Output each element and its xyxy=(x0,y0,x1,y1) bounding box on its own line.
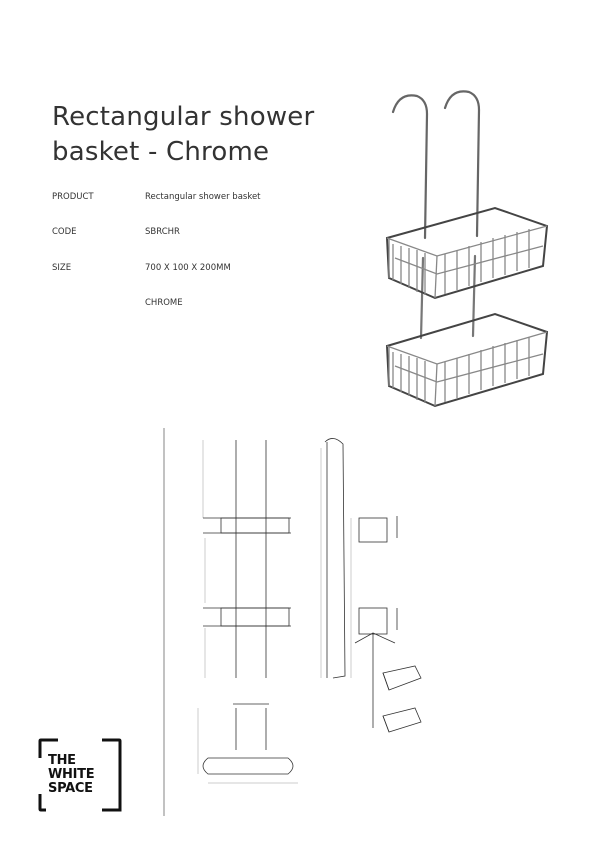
the-white-space-logo xyxy=(38,738,122,812)
technical-drawing xyxy=(163,428,431,816)
product-image xyxy=(375,88,555,418)
logo-line-1: THE xyxy=(48,753,76,768)
spec-value-size: 700 X 100 X 200MM xyxy=(145,263,231,273)
spec-label-size: SIZE xyxy=(52,263,72,273)
spec-value-code: SBRCHR xyxy=(145,227,180,237)
spec-label-product: PRODUCT xyxy=(52,192,94,202)
title-line-1: Rectangular shower xyxy=(52,102,315,132)
logo-line-2: WHITE xyxy=(48,767,95,782)
spec-label-code: CODE xyxy=(52,227,77,237)
logo-line-3: SPACE xyxy=(48,781,93,796)
spec-value-product: Rectangular shower basket xyxy=(145,192,261,202)
page-title xyxy=(52,100,352,170)
title-line-2: basket - Chrome xyxy=(52,137,270,167)
spec-value-finish: CHROME xyxy=(145,298,183,308)
